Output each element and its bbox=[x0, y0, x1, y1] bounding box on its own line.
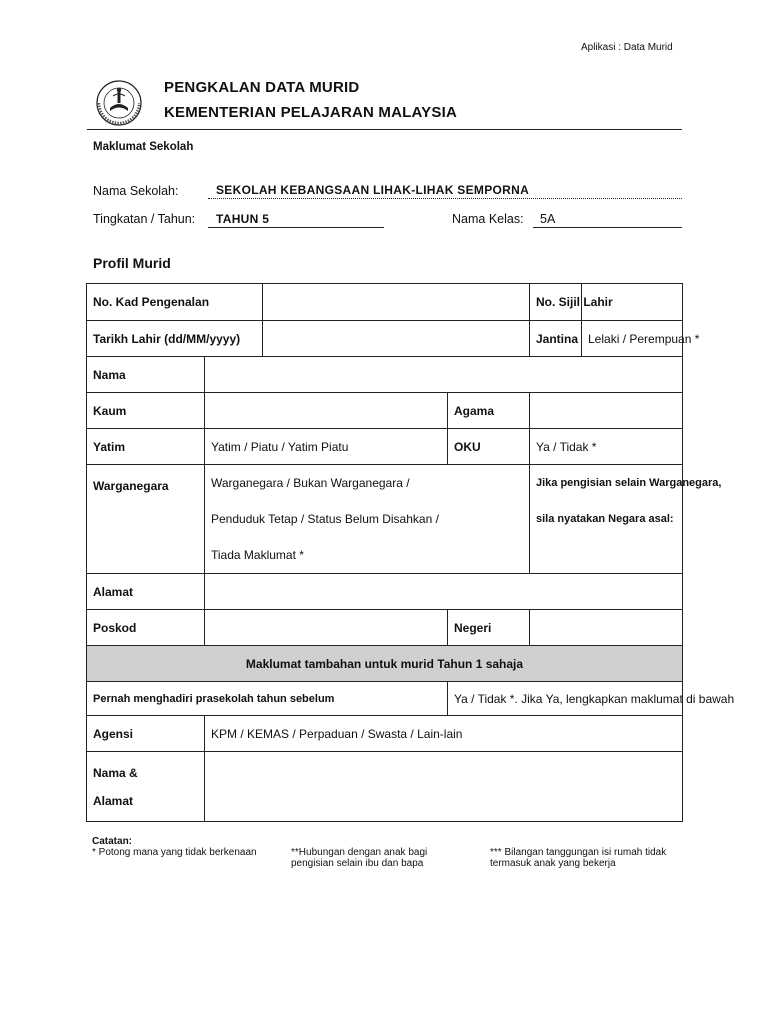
nama-alamat-label-line: Alamat bbox=[93, 793, 134, 808]
warganegara-option-line: Tiada Maklumat * bbox=[211, 548, 304, 562]
table-row bbox=[87, 429, 683, 465]
poskod-label: Poskod bbox=[87, 610, 205, 646]
kaum-input[interactable] bbox=[205, 393, 448, 429]
alamat-label: Alamat bbox=[87, 574, 205, 610]
nama-sekolah-field[interactable] bbox=[208, 181, 682, 199]
warganegara-note-line: sila nyatakan Negara asal: bbox=[536, 513, 674, 525]
table-row bbox=[87, 321, 683, 357]
tahun1-section-heading: Maklumat tambahan untuk murid Tahun 1 sahaja bbox=[87, 646, 683, 682]
warganegara-note-line: Jika pengisian selain Warganegara, bbox=[536, 477, 722, 489]
page-subtitle: KEMENTERIAN PELAJARAN MALAYSIA bbox=[164, 104, 457, 121]
agama-input[interactable] bbox=[530, 393, 683, 429]
yatim-options[interactable]: Yatim / Piatu / Yatim Piatu bbox=[205, 429, 448, 465]
oku-label: OKU bbox=[448, 429, 530, 465]
tingkatan-value: TAHUN 5 bbox=[216, 212, 270, 226]
table-row bbox=[87, 284, 683, 321]
nama-kelas-value: 5A bbox=[540, 212, 556, 226]
warganegara-option-line: Warganegara / Bukan Warganegara / bbox=[211, 476, 410, 490]
warganegara-option-line: Penduduk Tetap / Status Belum Disahkan / bbox=[211, 512, 439, 526]
kpm-crest-logo-icon bbox=[93, 78, 151, 128]
kaum-label: Kaum bbox=[87, 393, 205, 429]
kad-pengenalan-label: No. Kad Pengenalan bbox=[87, 284, 263, 321]
negeri-input[interactable] bbox=[530, 610, 683, 646]
table-row bbox=[87, 682, 683, 716]
student-profile-table bbox=[86, 283, 735, 822]
agama-label: Agama bbox=[448, 393, 530, 429]
nama-sekolah-value: SEKOLAH KEBANGSAAN LIHAK-LIHAK SEMPORNA bbox=[216, 183, 530, 197]
warganegara-label: Warganegara bbox=[87, 465, 205, 574]
agensi-options[interactable]: KPM / KEMAS / Perpaduan / Swasta / Lain-lain bbox=[205, 716, 683, 752]
profil-heading: Profil Murid bbox=[93, 255, 171, 271]
prasekolah-label: Pernah menghadiri prasekolah tahun sebelum bbox=[87, 682, 448, 716]
nama-alamat-label bbox=[87, 752, 205, 822]
nama-input[interactable] bbox=[205, 357, 683, 393]
table-row bbox=[87, 716, 683, 752]
table-row bbox=[87, 357, 683, 393]
nama-kelas-field[interactable] bbox=[533, 211, 682, 228]
app-label: Aplikasi : Data Murid bbox=[581, 42, 673, 53]
table-row bbox=[87, 646, 683, 682]
page-title: PENGKALAN DATA MURID bbox=[164, 79, 360, 96]
catatan-note-3-line: termasuk anak yang bekerja bbox=[490, 858, 616, 869]
nama-alamat-input[interactable] bbox=[205, 752, 683, 822]
kad-pengenalan-input[interactable] bbox=[263, 284, 530, 321]
catatan-note-1: * Potong mana yang tidak berkenaan bbox=[92, 847, 257, 858]
table-row bbox=[87, 465, 683, 574]
table-row bbox=[87, 393, 683, 429]
yatim-label: Yatim bbox=[87, 429, 205, 465]
table-row bbox=[87, 610, 683, 646]
table-row bbox=[87, 752, 683, 822]
catatan-note-3-line: *** Bilangan tanggungan isi rumah tidak bbox=[490, 847, 667, 858]
oku-options[interactable]: Ya / Tidak * bbox=[530, 429, 683, 465]
catatan-note-2 bbox=[291, 847, 427, 869]
catatan-note-2-line: **Hubungan dengan anak bagi bbox=[291, 847, 428, 858]
nama-sekolah-label: Nama Sekolah: bbox=[93, 184, 179, 198]
catatan-note-2-line: pengisian selain ibu dan bapa bbox=[291, 858, 424, 869]
poskod-input[interactable] bbox=[205, 610, 448, 646]
prasekolah-options[interactable]: Ya / Tidak *. Jika Ya, lengkapkan maklumat di bawah bbox=[448, 682, 683, 716]
school-section-heading: Maklumat Sekolah bbox=[93, 141, 194, 153]
tarikh-lahir-label: Tarikh Lahir (dd/MM/yyyy) bbox=[87, 321, 263, 357]
warganegara-options[interactable] bbox=[205, 465, 530, 574]
catatan-heading: Catatan: bbox=[92, 836, 133, 847]
nama-kelas-label: Nama Kelas: bbox=[452, 212, 524, 226]
alamat-input[interactable] bbox=[205, 574, 683, 610]
agensi-label: Agensi bbox=[87, 716, 205, 752]
tarikh-lahir-input[interactable] bbox=[263, 321, 530, 357]
sijil-lahir-label: No. Sijil Lahir bbox=[530, 284, 582, 321]
header-divider bbox=[87, 129, 682, 130]
tingkatan-label: Tingkatan / Tahun: bbox=[93, 212, 196, 226]
warganegara-note bbox=[530, 465, 722, 574]
jantina-options[interactable]: Lelaki / Perempuan * bbox=[582, 321, 683, 357]
catatan-note-3 bbox=[490, 847, 666, 869]
negeri-label: Negeri bbox=[448, 610, 530, 646]
jantina-label: Jantina bbox=[530, 321, 582, 357]
tingkatan-field[interactable] bbox=[208, 211, 384, 228]
nama-label: Nama bbox=[87, 357, 205, 393]
table-row bbox=[87, 574, 683, 610]
nama-alamat-label-line: Nama & bbox=[93, 765, 138, 780]
